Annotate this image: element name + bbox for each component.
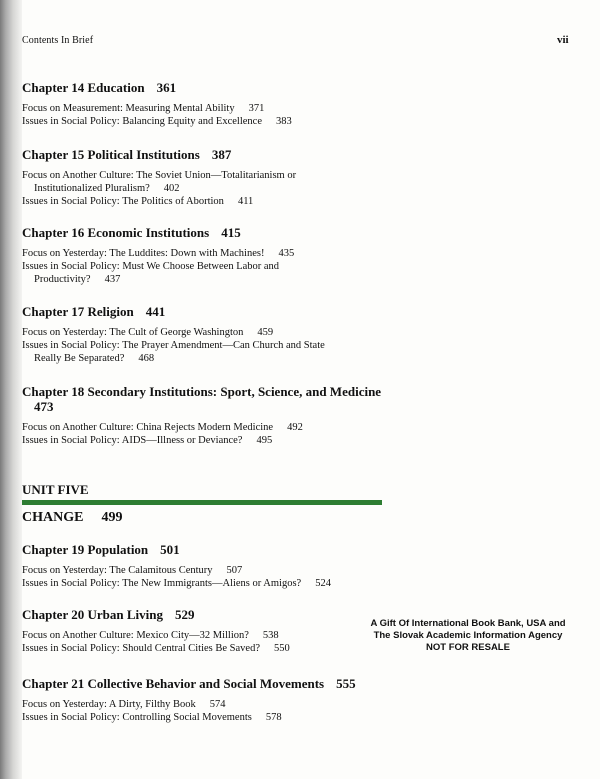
feature-line	[22, 629, 382, 642]
feature-page: 383	[275, 116, 292, 127]
chapter-page: 529	[174, 607, 195, 622]
chapter-page: 441	[145, 304, 166, 319]
feature-entry	[22, 421, 382, 434]
chapter-entry	[22, 225, 382, 286]
feature-line	[22, 273, 382, 286]
feature-page: 437	[104, 274, 121, 285]
feature-entry	[22, 195, 382, 208]
feature-line	[22, 564, 382, 577]
feature-text: Focus on Yesterday: The Calamitous Century	[22, 565, 213, 576]
chapter-title	[22, 80, 382, 95]
feature-line	[22, 577, 382, 590]
running-head: Contents In Brief	[22, 35, 94, 46]
feature-line	[22, 260, 382, 273]
feature-entry	[22, 102, 382, 115]
feature-entry	[22, 642, 382, 655]
feature-text: Really Be Separated?	[34, 353, 125, 364]
feature-line	[22, 642, 382, 655]
unit-title-text: CHANGE	[22, 510, 84, 525]
feature-entry	[22, 339, 382, 365]
unit-title	[22, 510, 122, 526]
feature-text: Focus on Measurement: Measuring Mental Ability	[22, 103, 235, 114]
feature-line	[22, 182, 382, 195]
feature-entry	[22, 577, 382, 590]
chapter-title-text: Chapter 21 Collective Behavior and Social Movements	[22, 676, 325, 691]
chapter-title-text: Chapter 17 Religion	[22, 304, 134, 319]
feature-page: 468	[138, 353, 155, 364]
chapter-entry	[22, 607, 382, 655]
feature-text: Productivity?	[34, 274, 91, 285]
feature-page: 550	[273, 643, 290, 654]
feature-line	[22, 421, 382, 434]
chapter-page: 415	[221, 225, 241, 240]
feature-page: 371	[248, 103, 265, 114]
chapter-title-text: Chapter 19 Population	[22, 542, 149, 557]
feature-text: Institutionalized Pluralism?	[34, 183, 150, 194]
feature-line	[22, 711, 382, 724]
feature-entry	[22, 711, 382, 724]
chapter-page: 501	[160, 542, 180, 557]
stamp-line: A Gift Of International Book Bank, USA and	[370, 618, 566, 629]
chapter-title	[22, 542, 382, 557]
feature-page: 402	[163, 183, 180, 194]
page-number: vii	[557, 34, 569, 46]
feature-entry	[22, 115, 382, 128]
chapter-title-text: Chapter 16 Economic Institutions	[22, 225, 210, 240]
feature-entry	[22, 260, 382, 286]
feature-text: Focus on Yesterday: The Cult of George Washington	[22, 327, 244, 338]
feature-page: 435	[278, 248, 295, 259]
unit-heading: UNIT FIVE	[22, 482, 89, 497]
feature-text: Issues in Social Policy: The New Immigrants—Aliens or Amigos?	[22, 578, 302, 589]
feature-entry	[22, 434, 382, 447]
feature-line	[22, 102, 382, 115]
chapter-title	[22, 225, 382, 240]
feature-entry	[22, 698, 382, 711]
chapter-page: 555	[336, 676, 356, 691]
chapter-entry	[22, 384, 382, 447]
feature-entry	[22, 169, 382, 195]
feature-entry	[22, 326, 382, 339]
chapter-title-text: Chapter 18 Secondary Institutions: Sport, Science, and Medicine	[22, 384, 382, 399]
feature-entry	[22, 247, 382, 260]
feature-text: Focus on Yesterday: The Luddites: Down with Machines!	[22, 248, 265, 259]
stamp-line: NOT FOR RESALE	[426, 642, 510, 653]
chapter-title	[22, 304, 382, 319]
feature-text: Focus on Yesterday: A Dirty, Filthy Book	[22, 699, 196, 710]
feature-line	[22, 326, 382, 339]
feature-page: 574	[209, 699, 226, 710]
chapter-entry	[22, 676, 382, 724]
unit-page: 499	[101, 510, 123, 525]
feature-line	[22, 247, 382, 260]
donation-stamp	[368, 618, 568, 654]
chapter-entry	[22, 80, 382, 128]
feature-text: Issues in Social Policy: Controlling Social Movements	[22, 712, 252, 723]
feature-text: Focus on Another Culture: Mexico City—32 Million?	[22, 630, 249, 641]
feature-text: Issues in Social Policy: Balancing Equity and Excellence	[22, 116, 262, 127]
feature-entry	[22, 564, 382, 577]
feature-page: 507	[226, 565, 243, 576]
chapter-title	[22, 384, 382, 414]
chapter-title	[22, 147, 382, 162]
feature-line	[22, 352, 382, 365]
feature-text: Issues in Social Policy: The Politics of Abortion	[22, 196, 224, 207]
feature-page: 459	[257, 327, 274, 338]
feature-page: 538	[262, 630, 279, 641]
book-spine-shadow	[0, 0, 22, 779]
chapter-title	[22, 607, 382, 622]
feature-line	[22, 195, 382, 208]
feature-line	[22, 115, 382, 128]
chapter-title-text: Chapter 14 Education	[22, 80, 145, 95]
feature-text: Issues in Social Policy: The Prayer Amendment—Can Church and State	[22, 340, 325, 351]
feature-text: Issues in Social Policy: AIDS—Illness or Deviance?	[22, 435, 243, 446]
feature-text: Issues in Social Policy: Should Central Cities Be Saved?	[22, 643, 260, 654]
chapter-title-text: Chapter 20 Urban Living	[22, 607, 163, 622]
chapter-entry	[22, 304, 382, 365]
chapter-entry	[22, 542, 382, 590]
feature-line	[22, 169, 382, 182]
chapter-page: 473	[34, 399, 54, 414]
chapter-page: 361	[156, 80, 177, 95]
stamp-line: The Slovak Academic Information Agency	[373, 630, 563, 641]
feature-page: 411	[237, 196, 254, 207]
feature-line	[22, 434, 382, 447]
feature-text: Issues in Social Policy: Must We Choose Between Labor and	[22, 261, 280, 272]
feature-line	[22, 339, 382, 352]
feature-text: Focus on Another Culture: The Soviet Union—Totalitarianism or	[22, 170, 297, 181]
chapter-title-text: Chapter 15 Political Institutions	[22, 147, 200, 162]
feature-text: Focus on Another Culture: China Rejects Modern Medicine	[22, 422, 274, 433]
feature-line	[22, 698, 382, 711]
feature-page: 524	[315, 578, 331, 589]
feature-page: 495	[256, 435, 273, 446]
feature-entry	[22, 629, 382, 642]
unit-rule	[22, 500, 382, 505]
chapter-entry	[22, 147, 382, 208]
feature-page: 492	[287, 422, 303, 433]
chapter-page: 387	[211, 147, 232, 162]
chapter-title	[22, 676, 382, 691]
feature-page: 578	[265, 712, 282, 723]
